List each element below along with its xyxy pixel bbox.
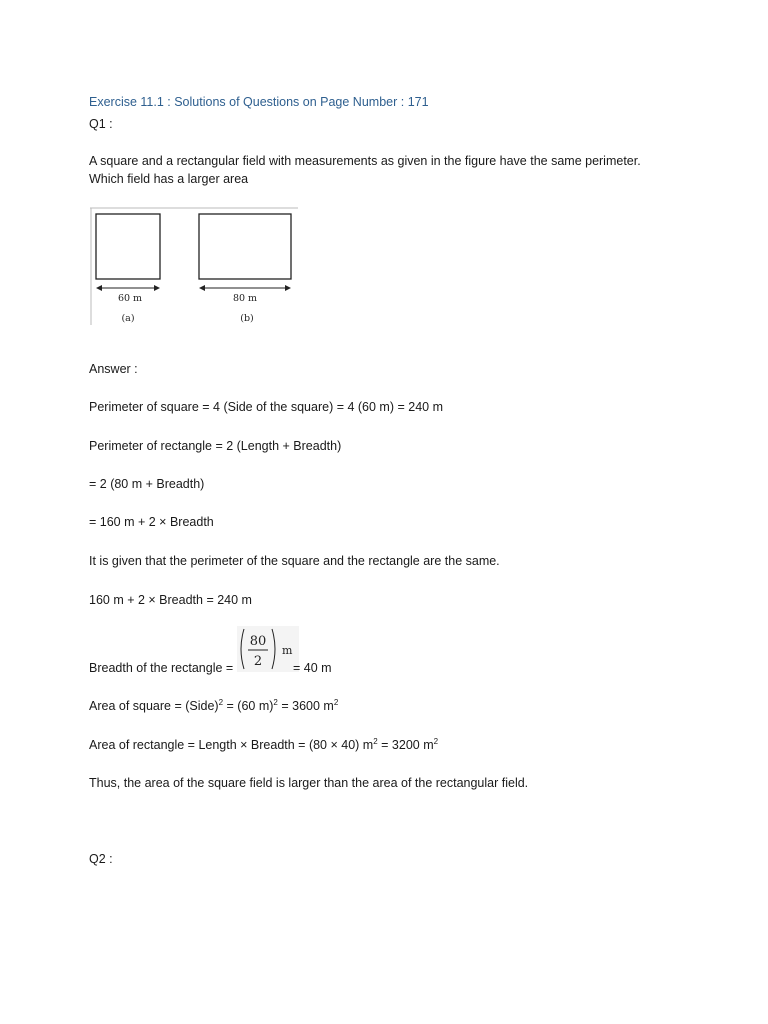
- rectangle-measure: 80 m: [232, 293, 258, 304]
- area-square-part-c: = 3600 m: [277, 699, 334, 713]
- area-square-line: [89, 698, 338, 714]
- squared-2: 2: [273, 697, 278, 707]
- answer-line-1: Perimeter of square = 4 (Side of the square) = 4 (60 m) = 240 m: [89, 400, 443, 414]
- fraction-unit: m: [282, 644, 293, 657]
- answer-label: Answer :: [89, 362, 138, 376]
- squared-1: 2: [218, 697, 224, 707]
- rectangle-label: (b): [240, 313, 254, 324]
- answer-line-4: = 160 m + 2 × Breadth: [89, 515, 214, 529]
- fields-figure: [90, 207, 298, 325]
- area-rect-part-a: Area of rectangle = Length × Breadth = (80 × 40) m: [89, 738, 374, 752]
- breadth-fraction: [237, 626, 299, 672]
- square-field: [96, 214, 160, 279]
- fraction-denominator: 2: [253, 654, 263, 669]
- area-rectangle-line: [89, 737, 438, 753]
- squared-4: 2: [373, 736, 378, 746]
- breadth-prefix: Breadth of the rectangle =: [89, 661, 234, 675]
- q1-text-line2: Which field has a larger area: [89, 172, 249, 186]
- answer-line-5: It is given that the perimeter of the square and the rectangle are the same.: [89, 554, 500, 568]
- square-label: (a): [121, 313, 135, 324]
- fraction-graphic: [237, 626, 299, 672]
- conclusion: Thus, the area of the square field is larger than the area of the rectangular field.: [89, 776, 529, 790]
- fraction-numerator: 80: [249, 634, 267, 649]
- q1-label: Q1 :: [89, 117, 113, 131]
- breadth-result: = 40 m: [293, 661, 332, 675]
- answer-line-6: 160 m + 2 × Breadth = 240 m: [89, 593, 252, 607]
- squared-3: 2: [333, 697, 339, 707]
- fields-diagram: [90, 207, 298, 325]
- area-square-part-a: Area of square = (Side): [89, 699, 219, 713]
- exercise-heading: Exercise 11.1 : Solutions of Questions on Page Number : 171: [89, 95, 429, 109]
- q1-text-line1: A square and a rectangular field with measurements as given in the figure have the same perimeter.: [89, 154, 641, 168]
- area-rect-part-b: = 3200 m: [377, 738, 434, 752]
- area-square-part-b: = (60 m): [223, 699, 274, 713]
- answer-line-3: = 2 (80 m + Breadth): [89, 477, 205, 491]
- squared-5: 2: [433, 736, 439, 746]
- q2-label: Q2 :: [89, 852, 113, 866]
- rectangle-field: [199, 214, 291, 279]
- answer-line-2: Perimeter of rectangle = 2 (Length + Breadth): [89, 439, 342, 453]
- square-measure: 60 m: [117, 293, 143, 304]
